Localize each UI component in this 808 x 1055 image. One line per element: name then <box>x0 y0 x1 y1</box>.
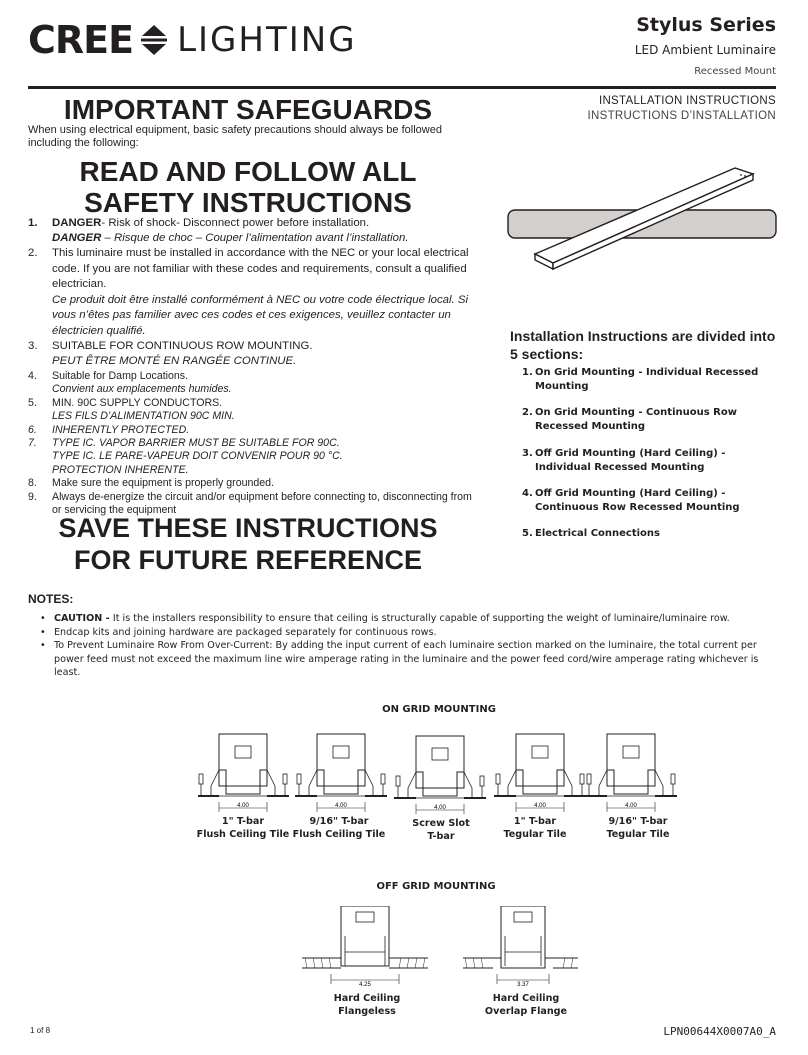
item-text: MIN. 90C SUPPLY CONDUCTORS. <box>52 396 223 409</box>
caption-line: 9/16" T-bar <box>309 816 369 827</box>
dim-label: 3.37 <box>517 982 529 988</box>
item-num: 8. <box>28 477 37 490</box>
item-num: 5. <box>28 396 37 409</box>
item-num: 2. <box>28 247 38 259</box>
on-grid-caption-5 <box>583 815 693 841</box>
off-grid-fixture-1 <box>302 906 428 984</box>
item-num: 6. <box>28 423 37 436</box>
item-text: - Risk of shock- Disconnect power before installation. <box>101 217 370 229</box>
item-num: 3. <box>28 340 38 352</box>
page-number: 1 of 8 <box>30 1026 51 1035</box>
safety-item-4 <box>28 370 476 397</box>
section-num: 5. <box>522 528 533 539</box>
item-text-fr: Convient aux emplacements humides. <box>52 383 232 396</box>
section-item-2 <box>522 406 777 434</box>
read-follow-title <box>28 156 468 218</box>
item-text: INHERENTLY PROTECTED. <box>52 423 190 436</box>
section-num: 3. <box>522 448 533 459</box>
save-title-line-1: SAVE THESE INSTRUCTIONS <box>58 513 438 543</box>
safeguards-title: IMPORTANT SAFEGUARDS <box>63 94 433 125</box>
item-text: TYPE IC. VAPOR BARRIER MUST BE SUITABLE FOR 90C. <box>52 437 340 450</box>
item-num: 7. <box>28 437 37 450</box>
safety-item-2 <box>28 246 476 339</box>
section-label: On Grid Mounting - Individual Recessed Mounting <box>535 367 759 392</box>
item-text-fr: – Risque de choc – Couper l’alimentation avant l’installation. <box>101 231 409 244</box>
caption-line: Hard Ceiling <box>492 993 560 1004</box>
safety-item-3 <box>28 339 476 369</box>
document-code: LPN00644X0007A0_A <box>663 1025 776 1038</box>
item-text: SUITABLE FOR CONTINUOUS ROW MOUNTING. <box>52 340 313 352</box>
section-label: On Grid Mounting - Continuous Row Recessed Mounting <box>535 407 737 432</box>
on-grid-caption-4 <box>480 815 590 841</box>
sections-title: Installation Instructions are divided into 5 sections: <box>510 328 776 362</box>
on-grid-caption-2 <box>284 815 394 841</box>
safety-item-6 <box>28 424 476 437</box>
caption-line: Hard Ceiling <box>333 993 401 1004</box>
section-label: Off Grid Mounting (Hard Ceiling) - Continuous Row Recessed Mounting <box>535 488 740 513</box>
item-num: 4. <box>28 370 37 382</box>
off-grid-caption-1 <box>312 992 422 1018</box>
dim-label: 4.00 <box>335 803 347 809</box>
read-title-line-2: SAFETY INSTRUCTIONS <box>84 187 412 218</box>
caption-line: 9/16" T-bar <box>608 816 668 827</box>
on-grid-fixture-5 <box>585 734 677 812</box>
caption-line: Tegular Tile <box>606 829 670 840</box>
caption-line: 1" T-bar <box>513 816 557 827</box>
on-grid-fixture-4 <box>494 734 586 812</box>
section-num: 2. <box>522 407 533 418</box>
caption-line: Overlap Flange <box>484 1006 568 1017</box>
caption-line: Screw Slot <box>412 818 470 829</box>
danger-lead: DANGER <box>52 217 102 229</box>
item-text: Suitable for Damp Locations. <box>52 370 189 382</box>
item-num: 9. <box>28 490 37 503</box>
caption-line: Flangeless <box>338 1006 396 1017</box>
item-text: Make sure the equipment is properly grounded. <box>52 477 275 490</box>
dim-label: 4.00 <box>534 803 546 809</box>
caution-text: It is the installers responsibility to ensure that ceiling is structurally capable of supporting the weight of luminaire/luminaire row. <box>112 613 730 624</box>
on-grid-caption-1 <box>188 815 298 841</box>
mount-type: Recessed Mount <box>694 66 776 77</box>
off-grid-title: OFF GRID MOUNTING <box>376 881 496 892</box>
brand-sub: LIGHTING <box>177 20 357 60</box>
off-grid-fixture-2 <box>463 906 578 984</box>
danger-lead-fr: DANGER <box>52 231 102 244</box>
on-grid-diagrams <box>198 728 678 816</box>
on-grid-title: ON GRID MOUNTING <box>382 704 496 715</box>
section-item-5 <box>522 527 777 541</box>
safeguards-intro: When using electrical equipment, basic safety precautions should always be followed including the following: <box>28 124 442 149</box>
notes-list <box>40 612 780 680</box>
save-instructions-title <box>28 512 468 576</box>
section-label: Electrical Connections <box>535 528 660 539</box>
item-text-fr: TYPE IC. LE PARE-VAPEUR DOIT CONVENIR POUR 90 °C. PROTECTION INHERENTE. <box>52 450 343 476</box>
save-title-line-2: FOR FUTURE REFERENCE <box>73 545 422 575</box>
luminaire-illustration <box>505 160 780 280</box>
caption-line: Tegular Tile <box>503 829 567 840</box>
on-grid-fixture-1 <box>198 734 289 812</box>
on-grid-fixture-3 <box>394 736 486 814</box>
install-title-en: INSTALLATION INSTRUCTIONS <box>598 95 776 107</box>
safety-list <box>28 216 476 517</box>
safety-item-7 <box>28 437 476 477</box>
section-label: Off Grid Mounting (Hard Ceiling) - Individual Recessed Mounting <box>535 448 726 473</box>
caption-line: Flush Ceiling Tile <box>196 829 290 840</box>
note-caution <box>40 612 780 626</box>
on-grid-fixture-2 <box>295 734 387 812</box>
item-text-fr: PEUT ÊTRE MONTÉ EN RANGÉE CONTINUE. <box>52 355 297 367</box>
item-num: 1. <box>28 217 38 229</box>
caption-line: T-bar <box>427 831 455 842</box>
install-title-fr: INSTRUCTIONS D’INSTALLATION <box>587 110 776 122</box>
note-overcurrent: • To Prevent Luminaire Row From Over-Current: By adding the input current of each luminaire section marked on the luminaire, the total current per power feed must not exceed the maximum line wire amperage rating in the luminaire and the power feed cord/wire amperage rating whichever is least. <box>40 639 780 680</box>
item-text: This luminaire must be installed in accordance with the NEC or your local electrical code. If you are not familiar with these codes and requirements, consult a qualified electrician. <box>52 247 469 290</box>
off-grid-diagrams <box>300 906 580 992</box>
safety-item-1 <box>28 216 476 245</box>
safety-item-5 <box>28 397 476 424</box>
cree-diamond-icon <box>139 23 169 57</box>
section-num: 1. <box>522 367 533 378</box>
caption-line: 1" T-bar <box>221 816 265 827</box>
header-rule <box>28 86 776 89</box>
section-item-1 <box>522 366 777 394</box>
read-title-line-1: READ AND FOLLOW ALL <box>79 156 417 187</box>
brand-name: CREE <box>28 18 134 62</box>
note-endcap: • Endcap kits and joining hardware are packaged separately for continuous rows. <box>40 626 780 640</box>
product-name: LED Ambient Luminaire <box>634 43 776 57</box>
caption-line: Flush Ceiling Tile <box>292 829 386 840</box>
series-title: Stylus Series <box>636 14 776 36</box>
item-text-fr: Ce produit doit être installé conformément à NEC ou votre code électrique local. Si vous n’êtes pas familier avec ces codes et ces exigences, veuillez contacter un électricien qualifié. <box>52 293 468 337</box>
dim-label: 4.25 <box>359 982 371 988</box>
section-item-3 <box>522 447 777 475</box>
caution-lead: CAUTION - <box>54 613 113 624</box>
dim-label: 4.00 <box>434 805 446 811</box>
dim-label: 4.00 <box>237 803 249 809</box>
safety-item-8 <box>28 477 476 490</box>
cree-logo <box>28 20 357 60</box>
section-item-4 <box>522 487 777 515</box>
dim-label: 4.00 <box>625 803 637 809</box>
off-grid-caption-2 <box>471 992 581 1018</box>
notes-heading: NOTES: <box>28 592 74 606</box>
section-num: 4. <box>522 488 533 499</box>
item-text-fr: LES FILS D’ALIMENTATION 90C MIN. <box>52 410 235 423</box>
item-text: Always de-energize the circuit and/or equipment before connecting to, disconnecting from or servicing the equipment <box>52 490 472 517</box>
